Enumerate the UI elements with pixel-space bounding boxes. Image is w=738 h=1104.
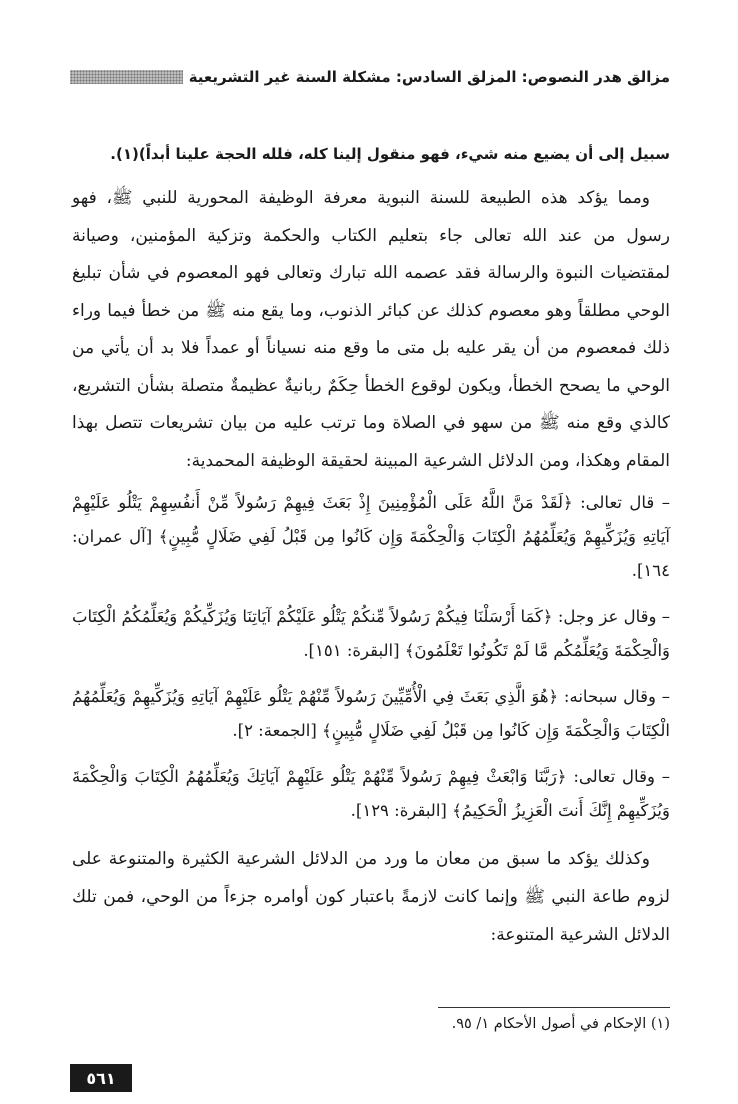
quran-quote-3: – وقال سبحانه: ﴿هُوَ الَّذِي بَعَثَ فِي الْأُمِّيِّينَ رَسُولاً مِّنْهُمْ يَتْلُو عَلَيْهِمْ آيَاتِهِ وَيُزَكِّيهِمْ وَيُعَلِّمُهُمُ الْكِتَابَ وَالْحِكْمَةَ وَإِن كَانُوا مِن قَبْلُ لَفِي ضَلَالٍ مُّبِينٍ﴾ [الجمعة: ٢]. [72, 687, 670, 740]
quran-quote-1: – قال تعالى: ﴿لَقَدْ مَنَّ اللَّهُ عَلَى الْمُؤْمِنِينَ إِذْ بَعَثَ فِيهِمْ رَسُولاً مِّنْ أَنفُسِهِمْ يَتْلُو عَلَيْهِمْ آيَاتِهِ وَيُزَكِّيهِمْ وَيُعَلِّمُهُمُ الْكِتَابَ وَالْحِكْمَةَ وَإِن كَانُوا مِن قَبْلُ لَفِي ضَلَالٍ مُّبِينٍ﴾ [آل عمران: ١٦٤]. [72, 493, 670, 580]
footnote-divider [438, 1007, 670, 1008]
paragraph-2: وكذلك يؤكد ما سبق من معان ما ورد من الدلائل الشرعية الكثيرة والمتنوعة على لزوم طاعة النبي ﷺ وإنما كانت لازمةً باعتبار كون أوامره جزءاً من الوحي، فمن تلك الدلائل الشرعية المتنوعة: [72, 849, 670, 945]
quoted-line: سبيل إلى أن يضيع منه شيء، فهو منقول إلينا كله، فلله الحجة علينا أبداً)(١). [110, 145, 670, 163]
paragraph-1: ومما يؤكد هذه الطبيعة للسنة النبوية معرفة الوظيفة المحورية للنبي ﷺ، فهو رسول من عند الله تعالى جاء بتعليم الكتاب والحكمة وتزكية المؤمنين، وصيانة لمقتضيات النبوة والرسالة فقد عصمه الله تبارك وتعالى فهو المعصوم في شأن تبليغ الوحي مطلقاً وهو معصوم كذلك عن كبائر الذنوب، وما يقع منه ﷺ من خطأ فيما وراء ذلك فمعصوم من أن يقر عليه بل متى ما وقع منه نسياناً أو عمداً فلا بد أن يأتي من الوحي ما يصحح الخطأ، ويكون لوقوع الخطأ حِكَمٌ ربانيةٌ عظيمةٌ متصلة بشأن التشريع، كالذي وقع منه ﷺ من سهو في الصلاة وما ترتب عليه من بيان تشريعات تتصل بهذا المقام وهكذا، ومن الدلائل الشرعية المبينة لحقيقة الوظيفة المحمدية: [72, 188, 670, 471]
quran-quote-2: – وقال عز وجل: ﴿كَمَا أَرْسَلْنَا فِيكُمْ رَسُولاً مِّنكُمْ يَتْلُو عَلَيْكُمْ آيَاتِنَا وَيُزَكِّيكُمْ وَيُعَلِّمُكُمُ الْكِتَابَ وَالْحِكْمَةَ وَيُعَلِّمُكُم مَّا لَمْ تَكُونُوا تَعْلَمُونَ﴾ [البقرة: ١٥١]. [72, 607, 670, 660]
footnote: (١) الإحكام في أصول الأحكام ١/ ٩٥. [451, 1016, 670, 1032]
header-title: مزالق هدر النصوص: المزلق السادس: مشكلة السنة غير التشريعية [188, 68, 670, 86]
running-header [70, 62, 670, 92]
header-decorative-bar [70, 70, 183, 84]
page-body [72, 138, 670, 954]
quran-quote-4: – وقال تعالى: ﴿رَبَّنَا وَابْعَثْ فِيهِمْ رَسُولاً مِّنْهُمْ يَتْلُو عَلَيْهِمْ آيَاتِكَ وَيُعَلِّمُهُمُ الْكِتَابَ وَالْحِكْمَةَ وَيُزَكِّيهِمْ إِنَّكَ أَنتَ الْعَزِيزُ الْحَكِيمُ﴾ [البقرة: ١٢٩]. [72, 767, 670, 820]
page-number: ٥٦١ [70, 1064, 132, 1092]
